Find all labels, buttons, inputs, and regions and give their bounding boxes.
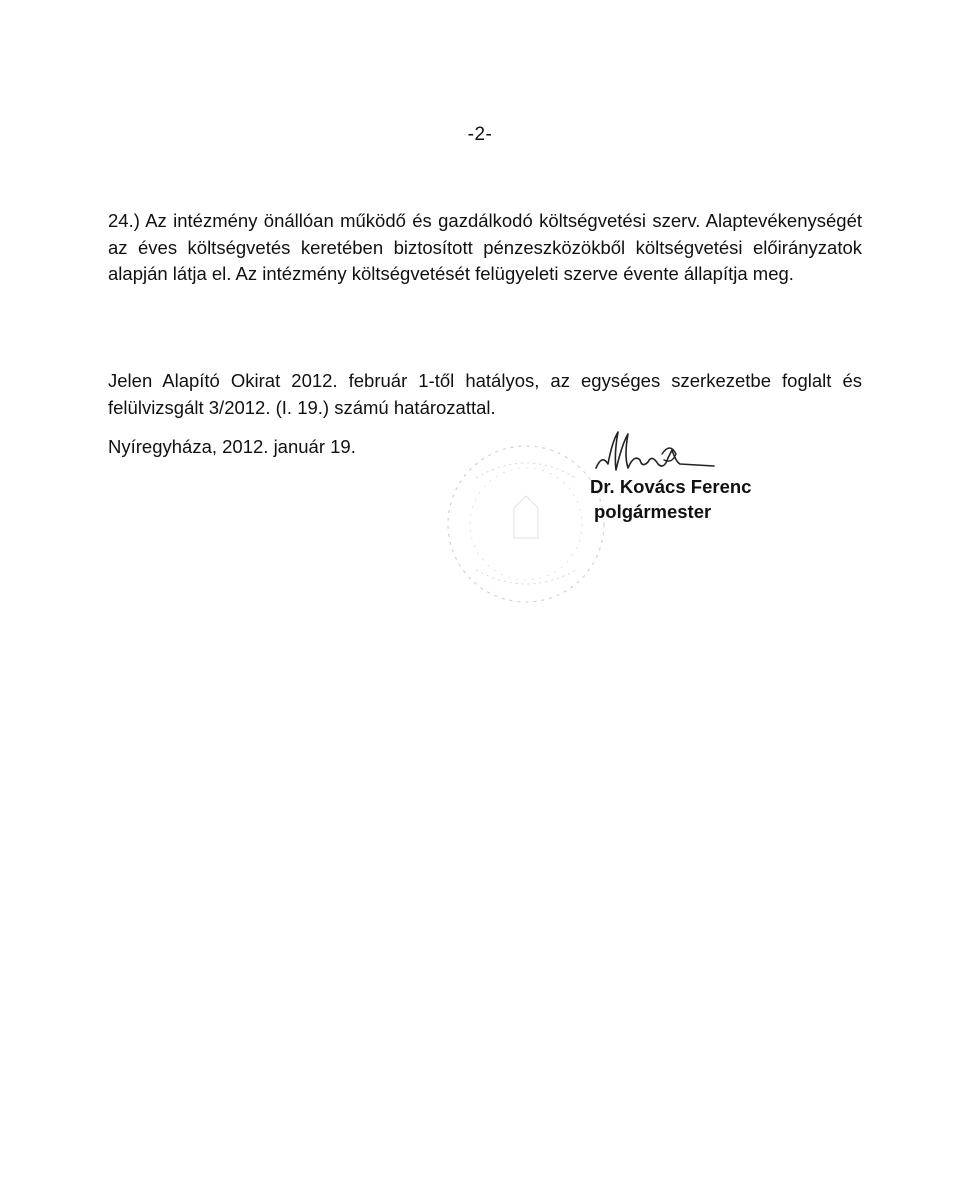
signatory-title: polgármester: [594, 501, 712, 522]
page-number: -2-: [467, 124, 493, 145]
paragraph-okirat-effective: Jelen Alapító Okirat 2012. február 1-től hatályos, az egységes szerkezetbe foglalt és felülvizsgált 3/2012. (I. 19.) számú határozattal.: [108, 370, 862, 418]
signatory-block: [590, 474, 751, 524]
paragraph-24: 24.) Az intézmény önállóan működő és gazdálkodó költségvetési szerv. Alaptevékenységét az éves költségvetés keretében biztosított pénzeszközökből költségvetési előirányzatok alapján látja el. Az intézmény költségvetését felügyeleti szerve évente állapítja meg.: [108, 210, 862, 284]
signatory-name: Dr. Kovács Ferenc: [590, 476, 752, 497]
place-date: Nyíregyháza, 2012. január 19.: [108, 436, 356, 457]
